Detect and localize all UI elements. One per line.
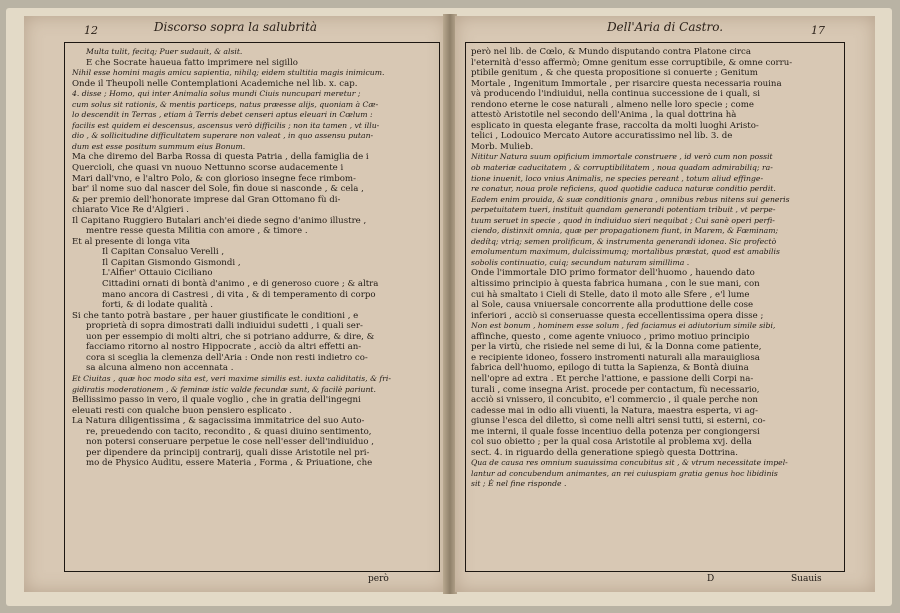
text-line: sit ; È nel fine risponde . [471, 479, 567, 489]
right-page-body [471, 47, 839, 565]
right-catchword: Suauis [791, 574, 822, 584]
signature-mark: D [707, 574, 715, 584]
text-line: dedítq; vtriq; semen prolificum, & instrumenta generandi idonea. Sic profectò [471, 236, 777, 246]
text-line: l'eternità d'esso affermò; Omne genitum esse corruptibile, & omne corru- [471, 57, 793, 68]
text-line: E che Socrate haueua fatto imprimere nel sigillo [86, 57, 298, 68]
text-line: uon per essempio di molti altri, che si potriano addurre, & dire, & [86, 331, 375, 342]
text-line: mentre resse questa Militia con amore , & timore . [86, 226, 308, 237]
text-line: Onde l'immortale DIO primo formator dell'huomo , hauendo dato [471, 268, 755, 279]
text-line: Bellissimo passo in vero, il quale voglio , che in gratia dell'ingegni [72, 395, 361, 406]
text-line: Et al presente di longa vita [72, 236, 191, 247]
text-line: per la virtù, che risiede nel seme di lui, & la Donna come patiente, [471, 342, 762, 353]
text-line: Morb. Mulieb. [471, 141, 534, 152]
text-line: tione inuenit, loco vnius Animalis, ne species pereant , totum aliud effinge- [471, 173, 764, 183]
text-line: Si che tanto potrà bastare , per hauer giustificate le conditioni , e [72, 310, 359, 321]
text-line: L'Alfier' Ottauio Ciciliano [102, 268, 213, 279]
text-line: sa alcuna almeno non accennata . [86, 363, 234, 374]
text-line: lantur ad concubendum animantes, an rei cuiuspiam gratia genus hoc libidinis [471, 468, 778, 478]
text-line: cui hà smaltato i Cieli di Stelle, dato il moto alle Sfere , e'l lume [471, 289, 750, 300]
text-line: cum solus sit rationis, & mentis particeps, natus præesse alijs, quoniam à Cæ- [72, 99, 379, 109]
text-line: La Natura diligentissima , & sagacissima immitatrice del suo Auto- [72, 416, 365, 427]
text-line: proprietà di sopra dimostrati dalli indiuidui sudetti , i quali ser- [86, 321, 363, 332]
text-line: ciendo, distinxit omnia, quæ per propagationem fiunt, in Marem, & Fœminam; [471, 226, 779, 236]
right-page [455, 16, 875, 592]
text-line: per dipendere da principij contrarij, quali disse Aristotile nel pri- [86, 447, 370, 458]
text-line: sect. 4. in riguardo della generatione spiegò questa Dottrina. [471, 447, 739, 458]
left-catchword: però [368, 574, 389, 584]
text-line: re conatur, noua prole reficiens, quod quotidie caduca naturæ conditio perdit. [471, 184, 776, 194]
text-line: và producendo l'indiuidui, nella continua successione de i quali, si [471, 89, 760, 100]
text-line: affinche, questo , come agente vniuoco , primo motiuo principio [471, 331, 750, 342]
text-line: rendono eterne le cose naturali , almeno nelle loro specie ; come [471, 99, 754, 110]
text-line: Mortale , Ingenitum Immortale , per risarcire questa necessaria rouina [471, 78, 782, 89]
text-line: forti, & di lodate qualità . [102, 300, 214, 311]
text-line: attestò Aristotile nel secondo dell'Anima , la qual dottrina hà [471, 110, 737, 121]
left-page-number: 12 [84, 24, 98, 37]
text-line: mo de Physico Auditu, essere Materia , Forma , & Priuatione, che [86, 458, 373, 469]
text-line: al Sole, causa vniuersale concorrente alla produttione delle cose [471, 300, 754, 311]
text-line: bar' il nome suo dal nascer del Sole, fin doue si nasconde , & cela , [72, 184, 364, 195]
text-line: 4. disse ; Homo, qui inter Animalia solus mundi Ciuis nuncupari meretur ; [72, 89, 361, 99]
text-line: Et Ciuitas , quæ hoc modo sita est, veri maxime similis est. iuxta caliditatis, & fri- [72, 373, 391, 383]
text-line: telici , Lodouico Mercato Autore accuratissimo nel lib. 3. de [471, 131, 733, 142]
text-line: cadesse mai in odio alli viuenti, la Natura, maestra esperta, vi ag- [471, 405, 758, 416]
text-line: Il Capitan Consaluo Verelli , [102, 247, 225, 258]
text-line: me interni, il quale fosse incentiuo della potenza per congiongersi [471, 426, 760, 437]
text-line: facilis est quidem ei descensus, ascensus verò difficilis ; non ita tamen , vt illu- [72, 120, 380, 130]
left-page [24, 16, 447, 592]
text-line: mano ancora di Castresi , di vita , & di temperamento di corpo [102, 289, 376, 300]
text-line: col suo obietto ; per la qual cosa Aristotile al problema xvj. della [471, 437, 752, 448]
text-line: facciamo ritorno al nostro Hippocrate , acciò da altri effetti an- [86, 342, 362, 353]
text-line: altissimo principio à questa fabrica humana , con le sue mani, con [471, 279, 760, 290]
text-line: & per premio dell'honorate imprese dal Gran Ottomano fù di- [72, 194, 341, 205]
text-line: e recipiente idoneo, fossero instromenti naturali alla marauigliosa [471, 352, 760, 363]
left-page-body [72, 47, 434, 565]
text-line: ob materiæ caducitatem , & corruptibilitatem , noua quadam admirabiliq; ra- [471, 163, 773, 173]
text-line: Il Capitano Ruggiero Butalari anch'ei diede segno d'animo illustre , [72, 215, 367, 226]
text-line: Nihil esse homini magis amicu sapientia, nihilq; eidem stultitia magis inimicum. [72, 68, 385, 78]
text-line: Cittadini ornati di bontà d'animo , e di generoso cuore ; & altra [102, 279, 379, 290]
text-line: nell'opre ad extra . Et perche l'attione, e passione delli Corpi na- [471, 373, 754, 384]
text-line: ptibile genitum , & che questa propositione si conuerte ; Genitum [471, 68, 758, 79]
text-line: tuum seruet in specie , quod in indiuiduo sieri nequibat ; Cui sanè operi perfi- [471, 215, 775, 225]
text-line: emolumentum maximum, dulcissimumq; mortalibus præstat, quod est amabilis [471, 247, 780, 257]
text-line: acciò si vnissero, il concubito, e'l commercio , il quale perche non [471, 395, 758, 406]
text-line: Multa tulit, fecitq; Puer sudauit, & alsit. [86, 47, 243, 56]
text-line: Onde il Theupoli nelle Contemplationi Academiche nel lib. x. cap. [72, 78, 358, 89]
text-line: dio , & sollicitudine difficultatem superare non valeat , in quo assensu putan- [72, 131, 374, 141]
text-line: re, preuedendo con tacito, recondito , & quasi diuino sentimento, [86, 426, 372, 437]
right-page-number: 17 [811, 24, 825, 37]
right-running-head: Dell'Aria di Castro. [606, 20, 724, 34]
text-line: fabrica dell'huomo, epilogo di tutta la Sapienza, & Bontà diuina [471, 363, 749, 374]
text-line: cora si sceglia la clemenza dell'Aria : Onde non resti indietro co- [86, 352, 368, 363]
text-line: Nititur Natura suum opificium immortale construere , id verò cum non possit [471, 152, 773, 162]
text-line: chiarato Vice Re d'Algieri . [72, 205, 190, 216]
text-line: sobolis continuatio, cuiq; secundum naturam simillima . [471, 257, 690, 267]
text-line: giunse l'esca del diletto, sì come nelli altri sensi tutti, si esterni, co- [471, 416, 766, 427]
left-page-header [24, 16, 447, 40]
text-line: Ma che diremo del Barba Rossa di questa Patria , della famiglia de i [72, 152, 369, 163]
text-line: lo descendit in Terras , etiam à Terris debet censeri aptus eleuari in Cœlum : [72, 110, 373, 120]
text-line: inferiori , acciò si conseruasse questa eccellentissima opera disse ; [471, 310, 764, 321]
text-line: Quercioli, che quasi vn nuouo Nettunno scorse audacemente i [72, 163, 344, 174]
text-line: dum est esse positum summum eius Bonum. [72, 141, 246, 151]
text-line: gidiratis moderationem , & feminæ istic valde fecundæ sunt, & facilè pariunt. [72, 384, 376, 394]
text-line: Qua de causa res omnium suauissima concubitus sit , & vtrum necessitate impel- [471, 458, 788, 468]
left-running-head: Discorso sopra la salubrità [153, 20, 318, 34]
text-line: però nel lib. de Cœlo, & Mundo disputando contra Platone circa [471, 47, 751, 57]
right-page-header [455, 16, 875, 40]
text-line: perpetuitatem tueri, instituit quandam generandi potentiam tribuit , vt perpe- [471, 205, 776, 215]
text-line: Il Capitan Gismondo Gismondi , [102, 257, 241, 268]
text-line: esplicato in questa elegante frase, raccolta da molti luoghi Aristo- [471, 120, 759, 131]
text-line: Eadem enim prouida, & suæ conditionis gnara , omnibus rebus nitens sui generis [471, 194, 790, 204]
text-line: turali , come insegna Arist. procede per contactum, fù necessario, [471, 384, 760, 395]
text-line: Non est bonum , hominem esse solum , fed faciamus ei adiutorium simile sibi, [471, 321, 776, 331]
text-line: Mari dall'vno, e l'altro Polo, & con glorioso insegne fece rimbom- [72, 173, 356, 184]
text-line: eleuati resti con qualche buon pensiero esplicato . [72, 405, 292, 416]
text-line: non potersi conseruare perpetue le cose nell'esser dell'indiuiduo , [86, 437, 375, 448]
